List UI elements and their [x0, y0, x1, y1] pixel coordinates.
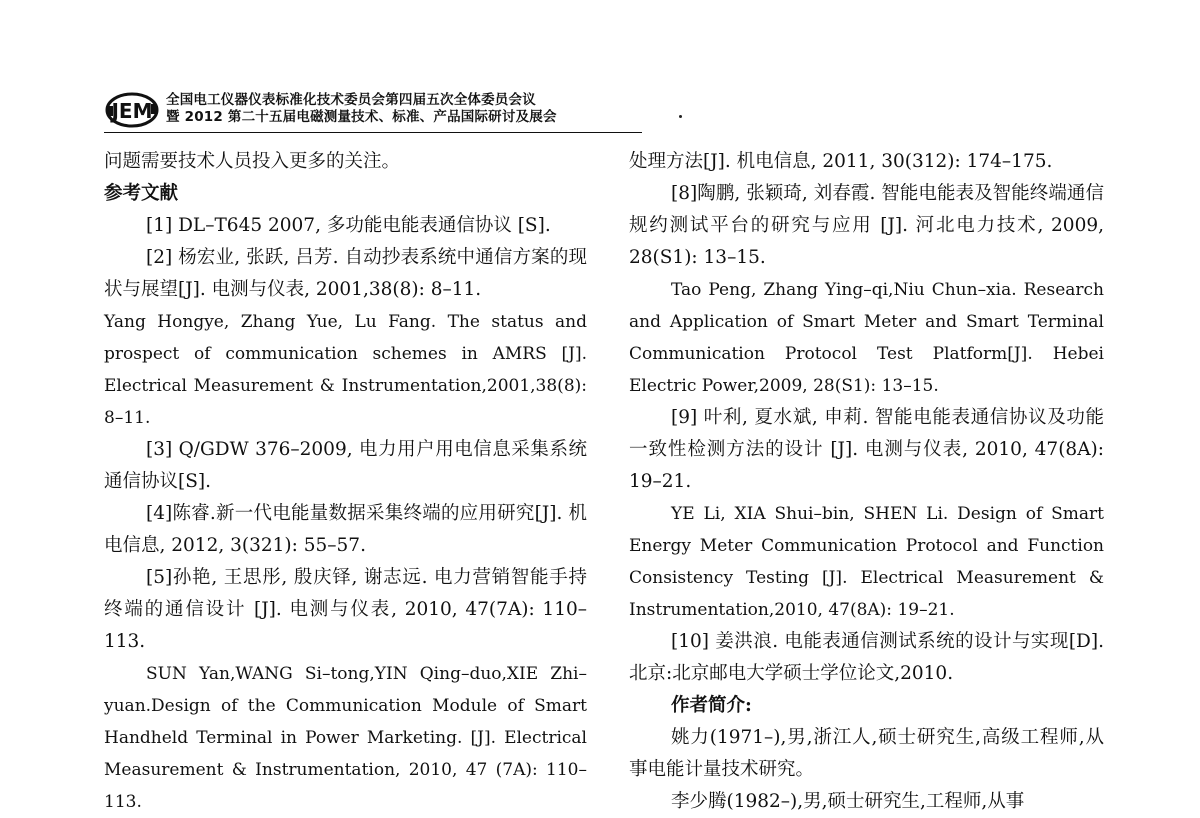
reference-8: [8]陶鹏, 张颖琦, 刘春霞. 智能电能表及智能终端通信规约测试平台的研究与应用 [J]. 河北电力技术, 2009, 28(S1): 13–15. [629, 183, 1104, 268]
right-column [629, 146, 1104, 818]
author-bio-2: 李少腾(1982–),男,硕士研究生,工程师,从事 [671, 791, 1025, 812]
references-heading: 参考文献 [104, 183, 179, 204]
page-header [104, 90, 644, 130]
author-heading: 作者简介: [671, 695, 752, 716]
intro-line: 问题需要技术人员投入更多的关注。 [104, 151, 401, 172]
reference-5-english: SUN Yan,WANG Si–tong,YIN Qing–duo,XIE Zhi–yuan.Design of the Communication Module of Smart Handheld Terminal in Power Marketing. [J]. Electrical Measurement & Instrumentation, 2010, 47 (7A): 110–113. [104, 664, 587, 812]
reference-2-english: Yang Hongye, Zhang Yue, Lu Fang. The status and prospect of communication schemes in AMRS [J]. Electrical Measurement & Instrumentation,2001,38(8): 8–11. [104, 312, 587, 428]
stray-dot [679, 115, 682, 118]
reference-3: [3] Q/GDW 376–2009, 电力用户用电信息采集系统通信协议[S]. [104, 439, 587, 492]
reference-1: [1] DL–T645 2007, 多功能电能表通信协议 [S]. [146, 215, 551, 236]
author-bio-1: 姚力(1971–),男,浙江人,硕士研究生,高级工程师,从事电能计量技术研究。 [629, 727, 1104, 780]
header-rule [104, 132, 642, 133]
header-line-1: 全国电工仪器仪表标准化技术委员会第四届五次全体委员会议 [166, 92, 536, 108]
reference-2: [2] 杨宏业, 张跃, 吕芳. 自动抄表系统中通信方案的现状与展望[J]. 电测与仪表, 2001,38(8): 8–11. [104, 247, 587, 300]
reference-8-english: Tao Peng, Zhang Ying–qi,Niu Chun–xia. Research and Application of Smart Meter and Smart Terminal Communication Protocol Test Platform[J]. Hebei Electric Power,2009, 28(S1): 13–15. [629, 280, 1104, 396]
reference-4: [4]陈睿.新一代电能量数据采集终端的应用研究[J]. 机电信息, 2012, 3(321): 55–57. [104, 503, 587, 556]
reference-5: [5]孙艳, 王思彤, 殷庆铎, 谢志远. 电力营销智能手持终端的通信设计 [J]. 电测与仪表, 2010, 47(7A): 110–113. [104, 567, 587, 652]
reference-10: [10] 姜洪浪. 电能表通信测试系统的设计与实现[D]. 北京:北京邮电大学硕士学位论文,2010. [629, 631, 1104, 684]
reference-7-continued: 处理方法[J]. 机电信息, 2011, 30(312): 174–175. [629, 151, 1053, 172]
left-column [104, 146, 587, 818]
reference-9-english: YE Li, XIA Shui–bin, SHEN Li. Design of Smart Energy Meter Communication Protocol and Function Consistency Testing [J]. Electrical Measurement & Instrumentation,2010, 47(8A): 19–21. [629, 504, 1104, 620]
logo-text: JEM [111, 99, 153, 123]
reference-9: [9] 叶利, 夏水斌, 申莉. 智能电能表通信协议及功能一致性检测方法的设计 [J]. 电测与仪表, 2010, 47(8A): 19–21. [629, 407, 1104, 492]
header-line-2: 暨 2012 第二十五届电磁测量技术、标准、产品国际研讨及展会 [166, 109, 557, 125]
header-title [166, 92, 557, 126]
conference-logo [104, 92, 160, 128]
